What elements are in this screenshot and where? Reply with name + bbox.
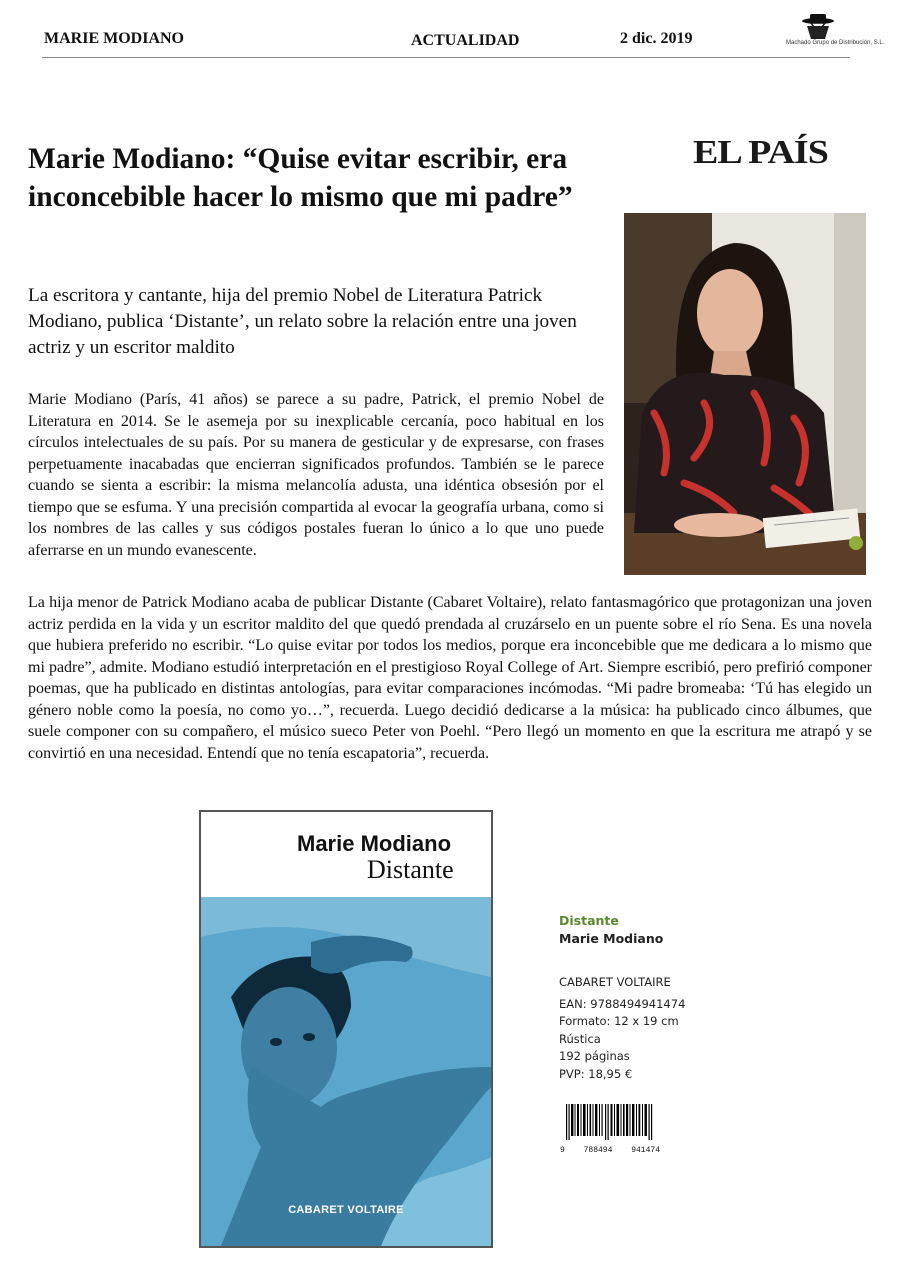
- book-cover: [199, 810, 493, 1248]
- cover-title: Distante: [367, 855, 454, 884]
- book-info-format: Formato: 12 x 19 cm: [559, 1014, 679, 1028]
- header-date: 2 dic. 2019: [620, 30, 693, 47]
- header-divider: [42, 57, 850, 58]
- article-paragraph-2: La hija menor de Patrick Modiano acaba de publicar Distante (Cabaret Voltaire), relato fantasmagórico que protagonizan una joven actriz perdida en la vida y un escritor maldito del que quedó prendada al cruzárselo en un puente sobre el río Sena. Es una novela que hubiera preferido no escribir. “Lo quise evitar por todos los medios, porque era inconcebible que me dedicara a lo mismo que mi padre”, admite. Modiano estudió interpretación en el prestigioso Royal College of Art. Siempre escribió, pero prefirió componer poemas, que ha publicado en distintas antologías, para evitar comparaciones incómodas. “Mi padre bromeaba: ‘Tú has elegido un género noble como la poesía, no como yo…”, recuerda. Luego decidió dedicarse a la música: ha publicado cinco álbumes, que suele componer con su compañero, el músico sueco Peter von Poehl. “Pero llegó un momento en que la escritura me atrapó y se convirtió en una necesidad. Entendí que no tenía escapatoria”, recuerda.: [28, 594, 872, 762]
- book-info-publisher: CABARET VOLTAIRE: [559, 975, 671, 989]
- barcode-digit-lead: 9: [560, 1146, 565, 1155]
- book-info-title: Distante: [559, 913, 619, 928]
- cover-photo: [201, 897, 491, 1246]
- cover-author: Marie Modiano: [297, 831, 452, 856]
- barcode-digits-right: 941474: [631, 1146, 660, 1155]
- source-logo: EL PAÍS: [693, 133, 828, 171]
- author-photo: [624, 213, 866, 575]
- barcode-bars: [560, 1104, 660, 1140]
- hat-figure-icon: [798, 12, 838, 40]
- isbn-barcode: [560, 1104, 660, 1155]
- book-info-author: Marie Modiano: [559, 930, 664, 946]
- book-info-binding: Rústica: [559, 1031, 601, 1046]
- header-author: MARIE MODIANO: [44, 30, 184, 47]
- logo-caption: Machado Grupo de Distribución, S.L.: [786, 40, 885, 46]
- book-info: [559, 912, 685, 1083]
- barcode-digits-left: 788494: [583, 1146, 613, 1155]
- book-info-ean: EAN: 9788494941474: [559, 996, 686, 1011]
- cover-publisher: CABARET VOLTAIRE: [288, 1204, 404, 1216]
- article-dek: La escritora y cantante, hija del premio Nobel de Literatura Patrick Modiano, publica ‘Distante’, un relato sobre la relación entre una joven actriz y un escritor maldito: [28, 285, 577, 358]
- header-section: ACTUALIDAD: [411, 32, 520, 49]
- article-paragraph-1: Marie Modiano (París, 41 años) se parece a su padre, Patrick, el premio Nobel de Literatura en 2014. Se le asemeja por su inexplicable cercanía, poco habitual en los círculos intelectuales de su país. Por su manera de gesticular y de expresarse, con frases perpetuamente inacabadas que encierran significados profundos. También se le parece cuando se sienta a escribir: la misma melancolía adusta, una idéntica obsesión por el tiempo que se esfuma. Y una precisión compartida al evocar la geografía urbana, como si los nombres de las calles y sus códigos postales fueran lo único a lo que uno puede aferrarse en un mundo evanescente.: [28, 391, 604, 559]
- article-title: Marie Modiano: “Quise evitar escribir, era inconcebible hacer lo mismo que mi padre”: [28, 143, 573, 213]
- book-info-price: PVP: 18,95 €: [559, 1066, 633, 1081]
- book-info-pages: 192 páginas: [559, 1049, 630, 1063]
- publisher-logo: [786, 12, 885, 46]
